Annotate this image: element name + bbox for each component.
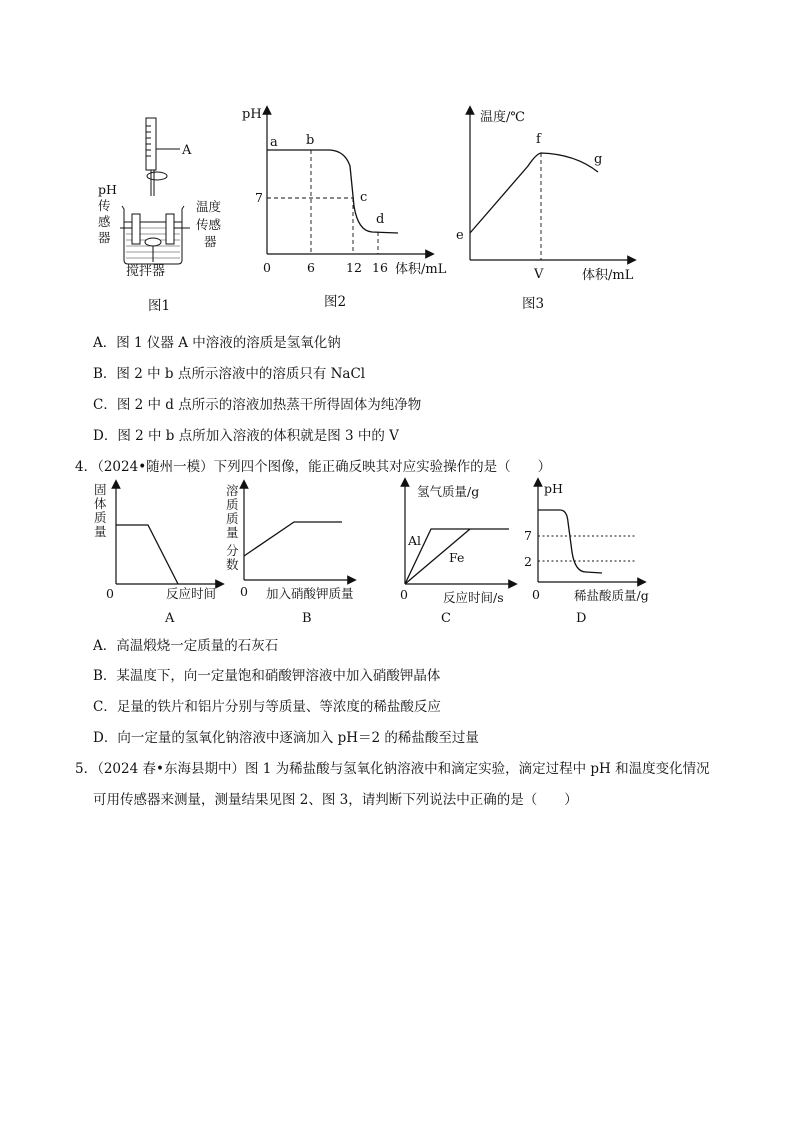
chart-a-caption: A xyxy=(165,611,175,626)
x-tick-16: 16 xyxy=(372,260,388,275)
y-label-char-3: 质 xyxy=(226,511,239,526)
q4-chart-a xyxy=(88,476,228,626)
q4-chart-c xyxy=(395,476,520,626)
x-axis-label: 稀盐酸质量/g xyxy=(574,588,649,603)
x-axis-label: 反应时间/s xyxy=(443,590,504,605)
y-axis-label: 氢气质量/g xyxy=(417,484,480,499)
point-g: g xyxy=(594,152,603,167)
series-fe-label: Fe xyxy=(449,550,465,565)
chart-c-caption: C xyxy=(441,611,451,626)
q4-chart-d xyxy=(520,476,660,626)
y-label-char-1: 固 xyxy=(94,482,107,497)
x-axis-label: 反应时间 xyxy=(166,586,217,601)
x-tick-0: 0 xyxy=(263,260,271,275)
label-A: A xyxy=(182,143,192,158)
ph-sensor-label-2: 传 xyxy=(98,198,111,213)
q4-option-b: B．某温度下，向一定量饱和硝酸钾溶液中加入硝酸钾晶体 xyxy=(93,668,441,684)
x-tick-6: 6 xyxy=(307,260,315,275)
stir-bar xyxy=(145,238,161,246)
point-f: f xyxy=(536,132,541,147)
figure-3-temperature-chart xyxy=(450,96,650,321)
ph-sensor-label-4: 器 xyxy=(98,230,111,245)
y-tick-2: 2 xyxy=(524,554,532,569)
temp-sensor-probe xyxy=(166,214,174,244)
point-a: a xyxy=(270,135,278,150)
ph-sensor-label-3: 感 xyxy=(98,214,111,229)
figure-2-caption: 图2 xyxy=(324,294,347,310)
ph-sensor-probe xyxy=(132,214,140,244)
origin-0: 0 xyxy=(400,587,408,602)
y-axis-label: pH xyxy=(242,107,262,122)
q4-stem: 4．（2024•随州一模）下列四个图像，能正确反映其对应实验操作的是（ ） xyxy=(75,459,552,475)
q5-stem-line-1: 5．（2024 春•东海县期中）图 1 为稀盐酸与氢氧化钠溶液中和滴定实验，滴定过程中 pH 和温度变化情况 xyxy=(75,761,710,777)
temp-sensor-label-3: 器 xyxy=(204,234,217,249)
q4-chart-b xyxy=(222,476,372,626)
stirrer-label: 搅拌器 xyxy=(126,264,166,279)
temperature-curve xyxy=(470,153,598,233)
x-tick-V: V xyxy=(534,267,544,282)
y-label-char-2: 体 xyxy=(94,496,107,511)
ph-sensor-label-1: pH xyxy=(98,182,117,197)
solute-fraction-curve xyxy=(244,522,342,556)
solid-mass-curve xyxy=(116,525,178,584)
figure-2-ph-chart xyxy=(240,96,450,321)
point-e: e xyxy=(456,228,464,243)
y-label-char-4: 量 xyxy=(226,525,239,540)
chart-b-caption: B xyxy=(302,611,312,626)
ph-curve xyxy=(538,510,602,573)
x-tick-12: 12 xyxy=(346,260,362,275)
x-axis-label: 加入硝酸钾质量 xyxy=(266,586,354,601)
stopcock xyxy=(147,172,167,180)
origin-0: 0 xyxy=(532,587,540,602)
y-label-char-1: 溶 xyxy=(226,483,239,498)
q3-option-a: A．图 1 仪器 A 中溶液的溶质是氢氧化钠 xyxy=(93,335,341,351)
point-b: b xyxy=(306,133,315,148)
temp-sensor-label-2: 传感 xyxy=(196,217,222,232)
point-d: d xyxy=(376,212,385,227)
q4-option-d: D．向一定量的氢氧化钠溶液中逐滴加入 pH＝2 的稀盐酸至过量 xyxy=(93,730,479,746)
q5-stem-line-2: 可用传感器来测量，测量结果见图 2、图 3，请判断下列说法中正确的是（ ） xyxy=(93,792,578,808)
q3-option-c: C．图 2 中 d 点所示的溶液加热蒸干所得固体为纯净物 xyxy=(93,397,422,413)
origin-0: 0 xyxy=(240,584,248,599)
y-label-char-3: 质 xyxy=(94,510,107,525)
figure-3-caption: 图3 xyxy=(522,296,545,312)
q4-option-a: A．高温煅烧一定质量的石灰石 xyxy=(93,638,279,654)
series-al-label: Al xyxy=(408,533,422,548)
y-label-char-5: 分 xyxy=(226,543,239,558)
x-axis-label: 体积/mL xyxy=(582,268,634,283)
y-label-char-4: 量 xyxy=(94,524,107,539)
q4-option-c: C．足量的铁片和铝片分别与等质量、等浓度的稀盐酸反应 xyxy=(93,699,441,715)
figure-1-caption: 图1 xyxy=(148,298,171,314)
temp-sensor-label-1: 温度 xyxy=(196,199,222,214)
point-c: c xyxy=(360,190,368,205)
origin-0: 0 xyxy=(106,586,114,601)
q3-option-b: B．图 2 中 b 点所示溶液中的溶质只有 NaCl xyxy=(93,366,366,382)
y-tick-7: 7 xyxy=(524,528,532,543)
y-label-char-6: 数 xyxy=(226,557,239,572)
y-axis-label: 温度/℃ xyxy=(480,110,525,125)
chart-d-caption: D xyxy=(576,611,587,626)
y-axis-label: pH xyxy=(544,481,563,496)
q3-option-d: D．图 2 中 b 点所加入溶液的体积就是图 3 中的 V xyxy=(93,428,399,444)
y-label-char-2: 质 xyxy=(226,497,239,512)
y-tick-7: 7 xyxy=(255,190,263,205)
x-axis-label: 体积/mL xyxy=(395,262,447,277)
figure-1-apparatus xyxy=(90,110,240,325)
